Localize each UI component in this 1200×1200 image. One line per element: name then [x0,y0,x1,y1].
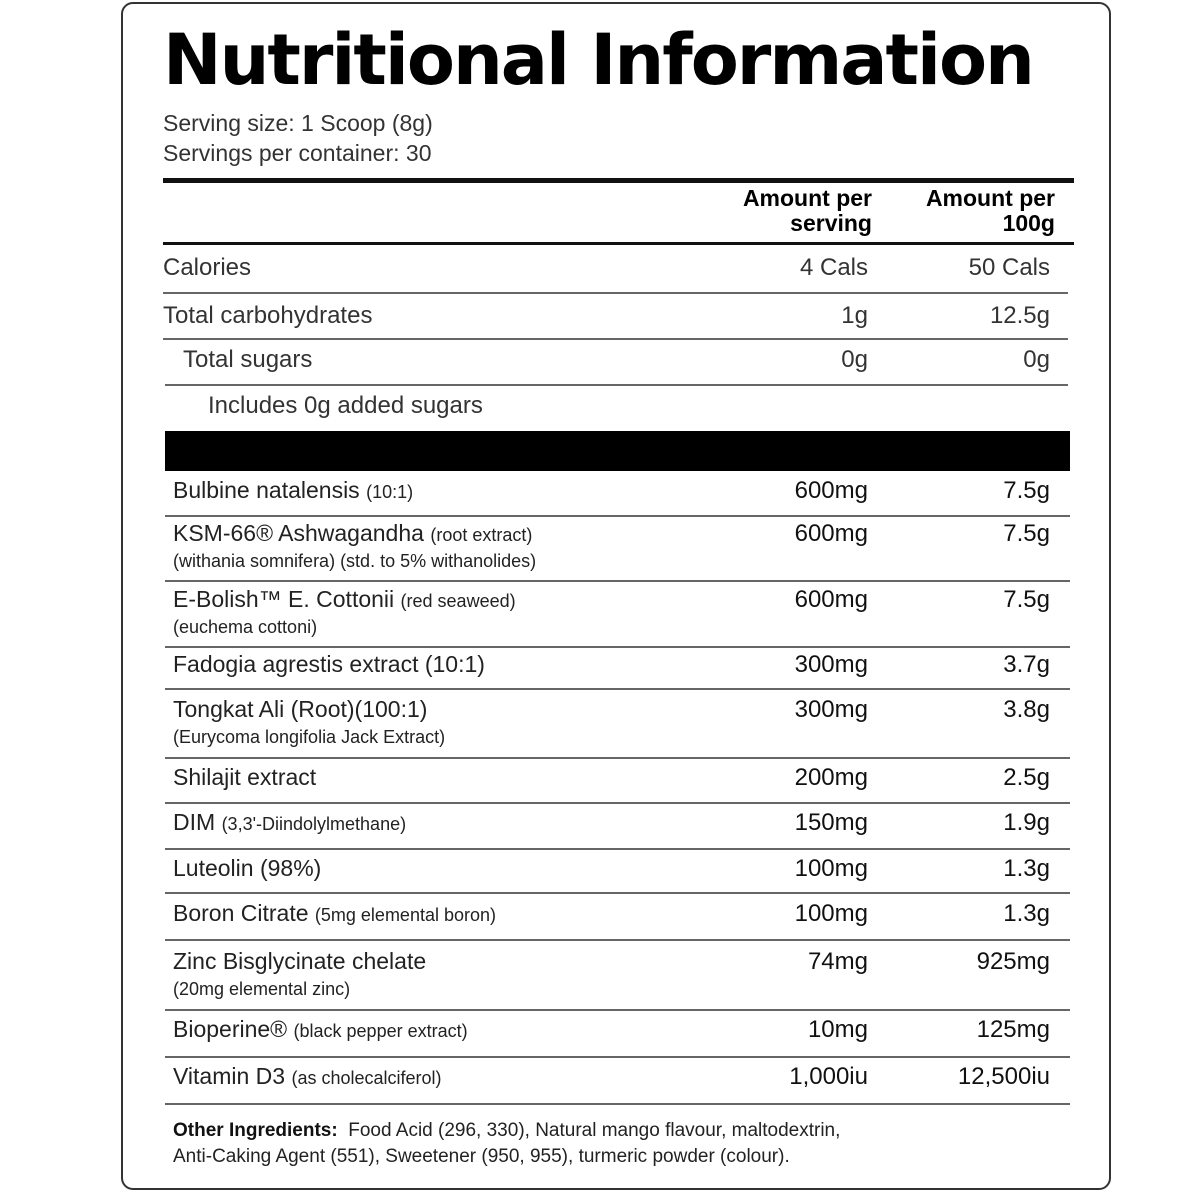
ingredient-note: (3,3'-Diindolylmethane) [221,814,407,834]
serving-size: Serving size: 1 Scoop (8g) [163,110,433,136]
row-divider [165,515,1070,517]
ingredient-subtitle: (withania somnifera) (std. to 5% withanolides) [173,551,537,571]
ingredient-name: Luteolin (98%) [173,855,322,881]
ingredient-name: Vitamin D3 (as cholecalciferol) [173,1063,442,1089]
nutrient-label-calories: Calories [163,254,252,281]
ingredient-per-serving: 600mg [794,586,868,613]
row-divider [163,292,1068,294]
ingredient-per-100g: 3.8g [1003,696,1050,723]
ingredient-note: (black pepper extract) [293,1021,468,1041]
row-divider [165,688,1070,690]
ingredient-name: Bioperine® (black pepper extract) [173,1016,468,1042]
label-title: Nutritional Information [163,19,1033,101]
ingredient-name: KSM-66® Ashwagandha (root extract) [173,520,533,546]
ingredient-per-100g: 1.3g [1003,900,1050,927]
ingredient-per-100g: 12,500iu [957,1063,1050,1090]
ingredient-per-100g: 1.3g [1003,855,1050,882]
ingredient-per-serving: 10mg [807,1016,868,1043]
ingredient-name: DIM (3,3'-Diindolylmethane) [173,809,407,835]
nutrient-calories-per-serving: 4 Cals [799,254,868,281]
row-divider [165,384,1068,386]
ingredient-per-serving: 600mg [794,477,868,504]
ingredient-per-100g: 125mg [976,1016,1050,1043]
other-ingredients-label: Other Ingredients: [173,1120,338,1141]
servings-per-container: Servings per container: 30 [163,140,432,166]
nutrient-sugars-per-serving: 0g [841,346,868,373]
ingredient-note: (root extract) [430,525,533,545]
ingredient-note: (10:1) [366,482,414,502]
ingredient-note: (red seaweed) [400,591,516,611]
ingredient-per-serving: 150mg [794,809,868,836]
ingredient-per-serving: 300mg [794,696,868,723]
ingredient-per-serving: 100mg [794,855,868,882]
black-bar [165,431,1070,471]
ingredient-name: Boron Citrate (5mg elemental boron) [173,900,496,926]
ingredient-name: Shilajit extract [173,764,317,790]
ingredient-per-100g: 7.5g [1003,477,1050,504]
ingredient-name: Zinc Bisglycinate chelate [173,948,427,974]
ingredient-subtitle: (20mg elemental zinc) [173,979,351,999]
header-per-serving: Amount per serving [742,185,872,236]
ingredient-per-serving: 300mg [794,651,868,678]
ingredient-name: Tongkat Ali (Root)(100:1) [173,696,428,722]
ingredient-note: (as cholecalciferol) [291,1068,442,1088]
top-thick-rule [163,178,1074,183]
ingredient-per-serving: 200mg [794,764,868,791]
other-ingredients [173,1118,1093,1170]
ingredient-name: Bulbine natalensis (10:1) [173,477,414,503]
ingredient-per-serving: 100mg [794,900,868,927]
row-divider [165,1103,1070,1105]
ingredient-name: E-Bolish™ E. Cottonii (red seaweed) [173,586,516,612]
row-divider [165,1056,1070,1058]
row-divider [165,848,1070,850]
ingredient-per-100g: 1.9g [1003,809,1050,836]
ingredient-per-100g: 3.7g [1003,651,1050,678]
ingredient-per-100g: 2.5g [1003,764,1050,791]
nutrient-label-added-sugars: Includes 0g added sugars [208,392,483,419]
nutrient-calories-per-100g: 50 Cals [968,254,1050,281]
row-divider [165,646,1070,648]
row-divider [165,892,1070,894]
nutrient-carbs-per-serving: 1g [841,302,868,329]
other-ingredients-line1: Food Acid (296, 330), Natural mango flavour, maltodextrin, [348,1120,841,1141]
ingredient-per-100g: 7.5g [1003,520,1050,547]
row-divider [165,939,1070,941]
header-per-100g: Amount per 100g [925,185,1055,236]
ingredient-subtitle: (euchema cottoni) [173,617,318,637]
nutrient-label-carbs: Total carbohydrates [163,302,373,329]
nutrient-label-sugars: Total sugars [183,346,313,373]
row-divider [163,338,1068,340]
header-rule [163,242,1074,245]
other-ingredients-line2: Anti-Caking Agent (551), Sweetener (950, 955), turmeric powder (colour). [173,1146,790,1167]
ingredient-per-serving: 1,000iu [789,1063,868,1090]
ingredient-per-serving: 74mg [807,948,868,975]
ingredient-note: (5mg elemental boron) [314,905,496,925]
row-divider [165,757,1070,759]
ingredient-subtitle: (Eurycoma longifolia Jack Extract) [173,727,446,747]
row-divider [165,580,1070,582]
ingredient-per-100g: 7.5g [1003,586,1050,613]
nutrient-sugars-per-100g: 0g [1023,346,1050,373]
ingredient-per-serving: 600mg [794,520,868,547]
row-divider [165,1009,1070,1011]
ingredient-per-100g: 925mg [976,948,1050,975]
nutrient-carbs-per-100g: 12.5g [989,302,1050,329]
ingredient-name: Fadogia agrestis extract (10:1) [173,651,485,677]
row-divider [165,802,1070,804]
